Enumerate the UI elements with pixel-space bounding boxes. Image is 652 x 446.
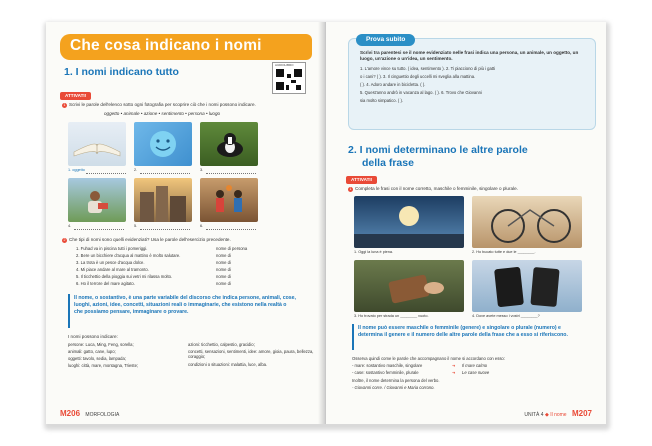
exercise-2-instruction: 2 Che tipi di nomi sono quelli evidenziati? Usa le parole dell'esercizio precedente. [63, 237, 231, 242]
smartphone-icon [472, 260, 582, 312]
section-name: MORFOLOGIA [85, 412, 120, 418]
photo-caption: 1. Oggi la luna è piena. [354, 250, 394, 254]
photo-smile [134, 122, 192, 166]
number-1-icon: 1 [349, 187, 352, 191]
open-book-icon [68, 122, 126, 166]
observe-intro: Osserva quindi come le parole che accompagnano il nome si accordano con esso: [352, 356, 505, 361]
moon-icon [354, 196, 464, 248]
activity-badge: ATTIVATI! [346, 176, 377, 184]
activity-badge: ATTIVATI! [60, 92, 91, 100]
number-2-icon: 2 [63, 238, 66, 242]
photo-caption: 3. Ho trovato per strada un ________ vuoto. [354, 314, 429, 318]
number-1-icon: 1 [63, 103, 66, 107]
example-left: - case: sostantivo femminile, plurale [352, 370, 419, 375]
exercise-2-answer: nome di [216, 253, 231, 258]
wallet-icon [354, 260, 464, 312]
exercise-2-sentence: 3. La trota è un pesce d'acqua dolce. [76, 260, 145, 265]
exercise-1-instruction: 1 Completa le frasi con il nome corretto, maschile o femminile, singolare o plurale. [349, 186, 518, 191]
example-left: - mare: sostantivo maschile, singolare [352, 363, 423, 368]
right-footer [524, 409, 592, 418]
dog-icon [200, 122, 258, 166]
photo-moon [354, 196, 464, 248]
bicycle-icon [472, 196, 582, 248]
exercise-2-answer: nome di [216, 274, 231, 279]
exercise-2-sentence: 2. Bere un bicchiere d'acqua al mattino è molto salutare. [76, 253, 181, 258]
page-number: M206 [60, 409, 81, 418]
verb-line: Inoltre, il nome determina la persona del verbo. [352, 378, 440, 383]
unit-label: UNITÀ 4 [524, 412, 544, 418]
answer-line [86, 173, 126, 174]
prova-line: 1. L'amore vince su tutto. ( idea, sentimento ). 2. Ti piacciono di più i gatti [360, 66, 496, 71]
exercise-2-sentence: 4. Mi piace andare al mare al tramonto. [76, 267, 149, 272]
list-item: oggetti: tavolo, sedia, lampada; [68, 356, 126, 361]
rule-text: Il nome può essere maschile o femminile (genere) e singolare o plurale (numero) e determina il genere e il numero delle altre parole della frase che a esso si riferiscono. [358, 325, 568, 338]
topic-label: Il nome [550, 412, 567, 418]
right-page [326, 22, 606, 424]
exercise-2-sentence: 5. Il ticchettio della pioggia sui vetri mi rilassa molto. [76, 274, 173, 279]
verb-examples: - Giovanni corre. / Giovanni e Maria corrono. [352, 385, 435, 390]
exercise-2-answer: nome di [216, 267, 231, 272]
definition-text: Il nome, o sostantivo, è una parte variabile del discorso che indica persone, animali, cose, luoghi, azioni, idee, concetti, situazioni reali o immaginarie, che esistono nella realtà o che possiamo pensare, immaginare o provare. [74, 295, 296, 315]
photo-caption-1: 1. oggetto [68, 168, 85, 172]
exercise-2-answer: nome di [216, 281, 231, 286]
photo-caption-4: 4. [68, 224, 72, 228]
photo-caption-2: 2. [134, 168, 138, 172]
photo-city [134, 178, 192, 222]
prova-line: 5. Quest'anno andrò in vacanza al lago. ( ). 6. Trovo che Giovanni [360, 90, 482, 95]
answer-line [140, 229, 190, 230]
qr-label: AUDIOLIBRO [275, 63, 294, 67]
left-page [46, 22, 326, 424]
section-title-1: 1. I nomi indicano tutto [64, 66, 179, 78]
photo-phones [472, 260, 582, 312]
photo-caption-6: 6. [200, 224, 204, 228]
section-title-2-cont: della frase [362, 157, 414, 169]
exercise-2-answer: nome di [216, 260, 231, 265]
section-title-2: 2. I nomi determinano le altre parole [348, 144, 528, 156]
prova-line: o i cani? ( ). 3. Il cinguettio degli uccelli mi sveglia alla mattina. [360, 74, 476, 79]
exercise-2-answer: nome di persona [216, 246, 248, 251]
players-icon [200, 178, 258, 222]
smile-icon [134, 122, 192, 166]
photo-wallet [354, 260, 464, 312]
building-icon [134, 178, 192, 222]
page-number: M207 [571, 409, 592, 418]
photo-caption-3: 3. [200, 168, 204, 172]
prova-line: sia molto simpatico. ( ). [360, 98, 404, 103]
prova-line: ( ). 4. Adoro andare in bicicletta. ( ). [360, 82, 426, 87]
list-item: animali: gatto, cane, lupo; [68, 349, 116, 354]
photo-book [68, 122, 126, 166]
exercise-1-instruction: 1 Scrivi le parole dell'elenco sotto ogni fotografia per scoprire ciò che i nomi possono indicare. [63, 102, 256, 107]
person-icon [68, 178, 126, 222]
qr-code[interactable] [272, 62, 306, 94]
list-item: concetti, sensazioni, sentimenti, idee: amore, gioia, paura, bellezza, coraggio; [188, 349, 314, 360]
list-item: luoghi: città, mare, montagna, Trieste; [68, 363, 139, 368]
photo-caption: 2. Ho bucato tutte e due le ________. [472, 250, 536, 254]
answer-line [140, 173, 190, 174]
photo-bicycle [472, 196, 582, 248]
prova-instruction: Scrivi tra parentesi se il nome evidenziato nelle frasi indica una persona, un animale, un oggetto, un luogo, un'azione o un'idea, un sentimento. [360, 50, 579, 61]
left-footer [60, 409, 119, 418]
exercise-1-word-list: oggetto • animale • azione • sentimento • persona • luogo [104, 111, 221, 116]
list-item: condizioni o situazioni: malattia, luce, alba. [188, 362, 268, 367]
chapter-title: Che cosa indicano i nomi [70, 37, 262, 54]
photo-girl-reading [68, 178, 126, 222]
photo-caption: 4. Dove avete messo i vostri ________? [472, 314, 540, 318]
exercise-2-sentence: 6. Ho il terrore del mare agitato. [76, 281, 135, 286]
arrow-icon: ➜ [452, 370, 456, 375]
exercise-2-sentence: 1. Fuhad va in piscina tutti i pomeriggi. [76, 246, 148, 251]
list-item: azioni: ticchettio, calpestio, gracidio; [188, 342, 255, 347]
photo-dog [200, 122, 258, 166]
example-right: Il mare calmo [462, 363, 488, 368]
bullet-icon: ◆ [544, 412, 549, 418]
list-item: persone: Luca, Ming, Feng, sorella; [68, 342, 134, 347]
arrow-icon: ➜ [452, 363, 456, 368]
example-right: Le case nuove [462, 370, 490, 375]
answer-line [74, 229, 124, 230]
photo-caption-5: 5. [134, 224, 138, 228]
answer-line [206, 173, 256, 174]
prova-subito-tab: Prova subito [356, 34, 415, 46]
photo-basketball [200, 178, 258, 222]
list-intro: I nomi possono indicare: [68, 334, 118, 339]
answer-line [206, 229, 256, 230]
